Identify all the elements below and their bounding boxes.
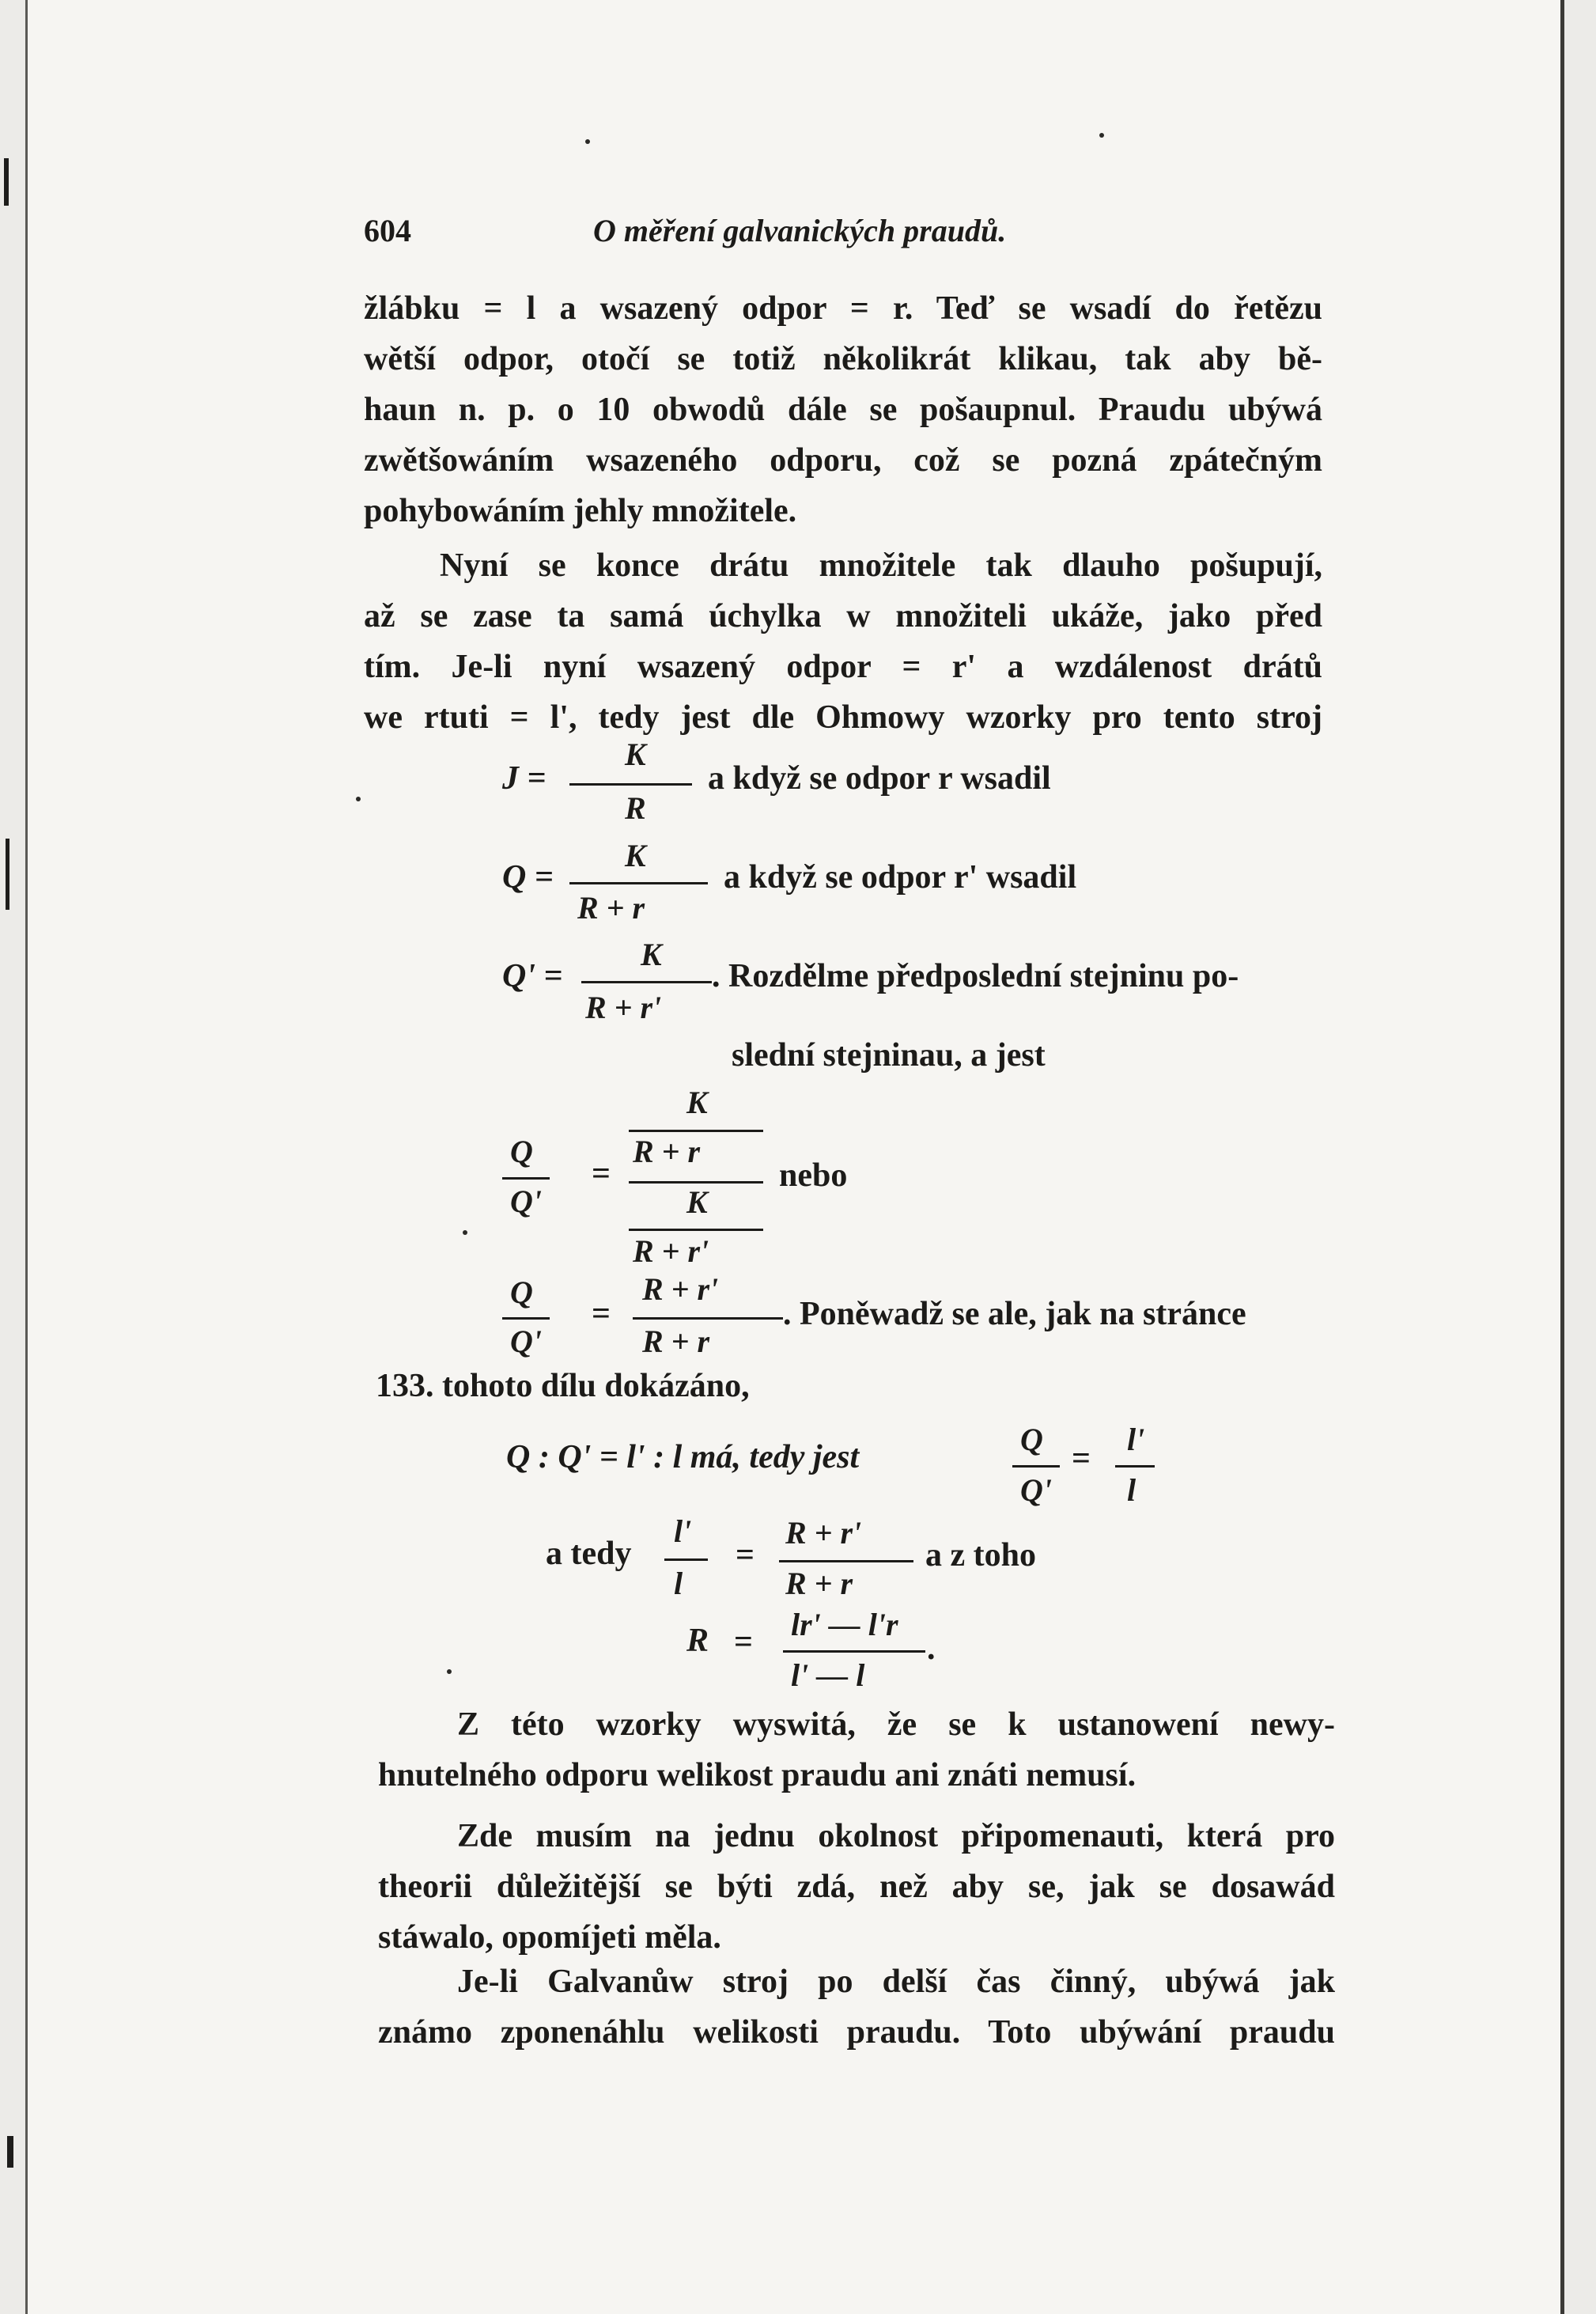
eq7-equals: = — [736, 1537, 755, 1574]
eq2-denominator: R + r — [577, 890, 645, 926]
eq2-text: a když se odpor r' wsadil — [724, 859, 1077, 896]
page-header — [364, 212, 1344, 259]
eq8-equals: = — [734, 1624, 753, 1661]
eq1-fraction-bar — [569, 783, 692, 786]
eq3-denominator: R + r' — [585, 990, 662, 1025]
eq1-denominator: R — [625, 790, 646, 826]
eq4-bottom-bar — [629, 1229, 763, 1231]
eq8-lhs: R — [686, 1623, 709, 1659]
paragraph-3 — [378, 1699, 1335, 1801]
eq4-equals: = — [592, 1156, 611, 1192]
text-line: známo zponenáhlu welikosti praudu. Toto ubýwání praudu — [378, 2014, 1335, 2051]
eq7-numerator: l' — [674, 1513, 692, 1549]
eq2-lhs: Q = — [502, 859, 554, 896]
eq1-numerator: K — [625, 737, 646, 772]
eq4-bottom-denominator: R + r' — [633, 1233, 709, 1269]
eq6-equals: = — [1072, 1441, 1091, 1477]
text-line: we rtuti = l', tedy jest dle Ohmowy wzorky pro tento stroj — [364, 699, 1322, 736]
scan-speck — [585, 139, 590, 144]
scan-speck — [356, 797, 361, 801]
eq6-denominator: Q' — [1020, 1472, 1052, 1508]
running-title: O měření galvanických praudů. — [593, 213, 1007, 248]
paragraph-5 — [378, 1956, 1335, 2058]
scan-edge-mark — [6, 839, 9, 910]
eq1-text: a když se odpor r wsadil — [708, 760, 1051, 797]
text-line: theorii důležitější se býti zdá, než aby se, jak se dosawád — [378, 1869, 1335, 1905]
eq8-fraction-bar — [783, 1650, 925, 1653]
line-133: 133. tohoto dílu dokázáno, — [376, 1368, 750, 1404]
paragraph-1 — [364, 283, 1322, 536]
eq4-lhs-denominator: Q' — [510, 1184, 542, 1219]
eq7-denominator-2: R + r — [785, 1566, 853, 1601]
eq7-denominator: l — [674, 1566, 683, 1601]
eq7-fraction-bar — [664, 1558, 708, 1561]
text-line: tím. Je-li nyní wsazený odpor = r' a wzdálenost drátů — [364, 649, 1322, 685]
eq3-fraction-bar — [581, 981, 712, 983]
eq5-lhs-bar — [502, 1317, 550, 1320]
eq6-numerator-2: l' — [1127, 1422, 1145, 1457]
eq3-lhs: Q' = — [502, 958, 563, 994]
scan-speck — [447, 1669, 452, 1674]
eq5-fraction-bar — [633, 1317, 783, 1320]
eq2-numerator: K — [625, 838, 646, 873]
text-line: Zde musím na jednu okolnost připomenauti, která pro — [457, 1818, 1335, 1854]
eq4-top-numerator: K — [686, 1085, 708, 1120]
eq3-text: . Rozdělme předposlední stejninu po- — [712, 958, 1239, 994]
page-number: 604 — [364, 213, 411, 248]
text-line: stáwalo, opomíjeti měla. — [378, 1919, 721, 1956]
eq4-text: nebo — [779, 1157, 848, 1194]
text-line: hnutelného odporu welikost praudu ani znáti nemusí. — [378, 1757, 1136, 1793]
eq7-numerator-2: R + r' — [785, 1515, 862, 1551]
eq5-lhs-denominator: Q' — [510, 1324, 542, 1359]
eq4-top-denominator: R + r — [633, 1134, 701, 1169]
eq6-denominator-2: l — [1127, 1472, 1136, 1508]
text-line: žlábku = l a wsazený odpor = r. Teď se wsadí do řetězu — [364, 290, 1322, 327]
eq7-prefix: a tedy — [546, 1536, 632, 1572]
text-line: Z této wzorky wyswitá, že se k ustanowení newy- — [457, 1706, 1335, 1743]
eq4-top-bar — [629, 1130, 763, 1132]
scan-speck — [463, 1230, 467, 1235]
eq2-fraction-bar — [569, 882, 708, 884]
eq1-lhs: J = — [502, 760, 546, 797]
eq3-numerator: K — [641, 937, 662, 972]
eq4-bottom-numerator: K — [686, 1184, 708, 1220]
eq7-fraction-bar-2 — [779, 1560, 913, 1562]
scan-speck — [1099, 133, 1104, 138]
eq8-numerator: lr' — l'r — [791, 1607, 898, 1642]
scan-edge-mark — [7, 2136, 13, 2168]
text-line: zwětšowáním wsazeného odporu, což se pozná zpátečným — [364, 442, 1322, 479]
paragraph-4 — [378, 1811, 1335, 1963]
text-line: wětší odpor, otočí se totiž několikrát klikau, tak aby bě- — [364, 341, 1322, 377]
eq5-lhs-numerator: Q — [510, 1274, 533, 1310]
eq6-fraction-bar-2 — [1115, 1465, 1155, 1468]
eq7-text: a z toho — [925, 1537, 1036, 1574]
eq5-text: . Poněwadž se ale, jak na stránce — [783, 1296, 1246, 1332]
text-line: haun n. p. o 10 obwodů dále se pošaupnul. Praudu ubýwá — [364, 392, 1322, 428]
paragraph-2 — [364, 540, 1322, 743]
text-line: Je-li Galvanůw stroj po delší čas činný, ubýwá jak — [457, 1964, 1335, 2000]
text-line: až se zase ta samá úchylka w množiteli ukáže, jako před — [364, 598, 1322, 634]
eq6-left: Q : Q' = l' : l má, tedy jest — [506, 1439, 860, 1475]
eq8-end: . — [927, 1630, 936, 1667]
eq3-continuation: slední stejninau, a jest — [732, 1037, 1046, 1074]
eq6-fraction-bar — [1012, 1465, 1060, 1468]
text-line: Nyní se konce drátu množitele tak dlauho pošupují, — [440, 547, 1322, 584]
scan-edge-mark — [4, 158, 9, 206]
eq4-lhs-bar — [502, 1177, 550, 1180]
eq6-numerator: Q — [1020, 1422, 1043, 1457]
eq5-equals: = — [592, 1296, 611, 1332]
eq4-lhs-numerator: Q — [510, 1134, 533, 1169]
eq8-denominator: l' — l — [791, 1657, 865, 1693]
eq5-numerator: R + r' — [642, 1271, 719, 1307]
text-line: pohybowáním jehly množitele. — [364, 493, 797, 529]
eq5-denominator: R + r — [642, 1324, 710, 1359]
